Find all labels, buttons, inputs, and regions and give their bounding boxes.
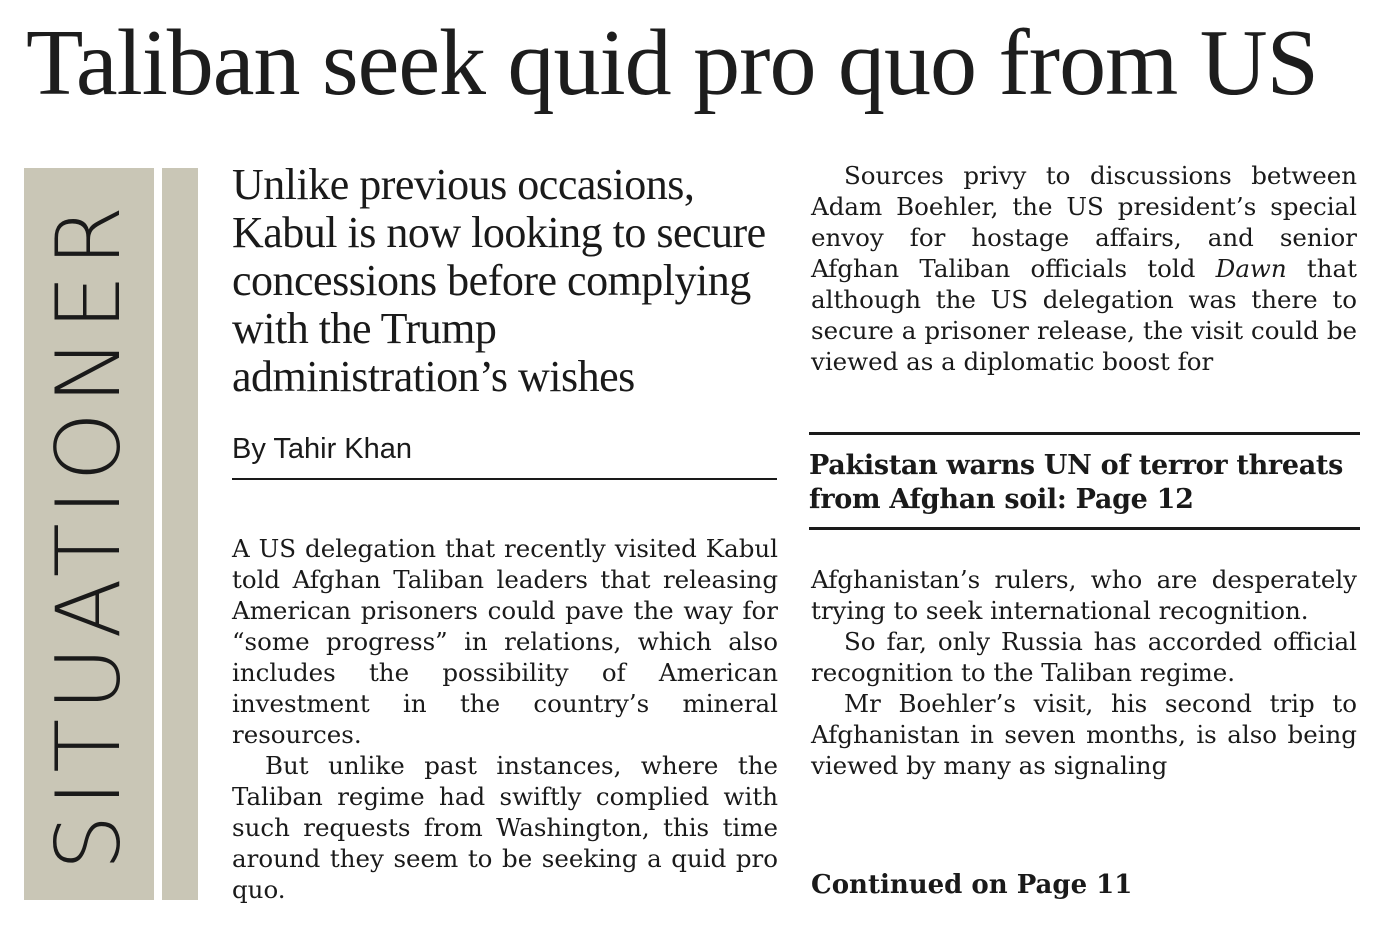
paragraph-text: that although the US delegation was there to secure a prisoner release, the visit could be viewed as a diplomatic boost for	[811, 254, 1358, 376]
article-column-left	[232, 533, 778, 905]
paragraph: Afghanistan’s rulers, who are desperately trying to seek international recognition.	[811, 565, 1357, 625]
headline: Taliban seek quid pro quo from US	[26, 11, 1318, 115]
byline: By Tahir Khan	[232, 433, 777, 480]
paragraph: Mr Boehler’s visit, his second trip to Afghanistan in seven months, is also being viewed by many as signaling	[811, 689, 1357, 780]
section-band-strip	[162, 168, 198, 900]
article-column-right-top	[811, 160, 1357, 377]
continued-link[interactable]: Continued on Page 11	[811, 870, 1133, 900]
publication-name: Dawn	[1215, 254, 1287, 283]
paragraph	[811, 160, 1357, 377]
paragraph: But unlike past instances, where the Taliban regime had swiftly complied with such requests from Washington, this time around they seem to be seeking a quid pro quo.	[232, 751, 778, 904]
deck: Unlike previous occasions, Kabul is now looking to secure concessions before complying with the Trump administration’s wishes	[232, 160, 766, 401]
teaser-text: Pakistan warns UN of terror threats from Afghan soil: Page 12	[809, 450, 1343, 515]
paragraph: So far, only Russia has accorded official recognition to the Taliban regime.	[811, 627, 1357, 687]
paragraph-text: Sources privy to discussions between Adam Boehler, the US president’s special envoy for hostage affairs, and senior Afghan Taliban officials told	[811, 161, 1357, 283]
section-label: SITUATIONER	[37, 197, 140, 871]
article-column-right-bottom	[811, 564, 1357, 781]
cross-reference-teaser	[809, 432, 1360, 530]
paragraph: A US delegation that recently visited Kabul told Afghan Taliban leaders that releasing American prisoners could pave the way for “some progress” in relations, which also includes the possibility of American investment in the country’s mineral resources.	[232, 534, 778, 749]
teaser-rule-bottom	[809, 527, 1360, 530]
